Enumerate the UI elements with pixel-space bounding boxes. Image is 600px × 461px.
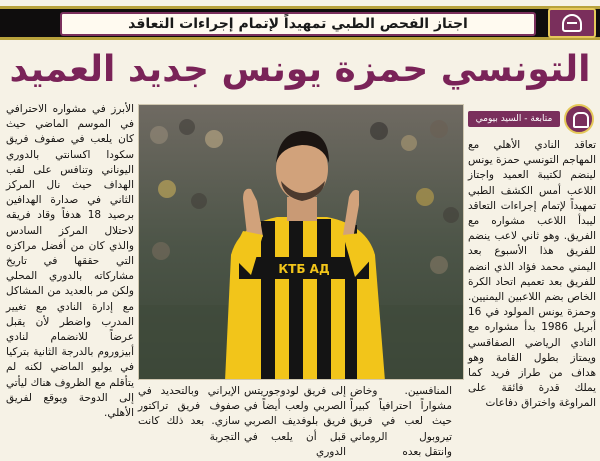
article-column-bottom-2: إلى فريق لودوجوريتس الصربي ولعب أيضاً في فريق بلوفديف الصربي قبل أن يلعب في الدوري xyxy=(244,385,346,458)
article-column-bottom-1: المنافسين. وخاض مشواراً احترافياً كبيراً حيث لعب في فريق تيروبول الروماني وانتقل بعده xyxy=(350,385,452,458)
kicker-subtitle: اجتاز الفحص الطبي تمهيداً لإتمام إجراءات التعاقد xyxy=(60,12,536,36)
newspaper-logo-icon xyxy=(548,8,596,38)
byline-logo-icon xyxy=(564,104,594,134)
byline xyxy=(468,104,594,134)
headline: التونسي حمزة يونس جديد العميد xyxy=(9,49,591,90)
article-column-right: تعاقد النادي الأهلي مع المهاجم التونسي حمزة يونس لينضم لكتيبة العميد واجتاز اللاعب أمس الكشف الطبي تمهيداً لإتمام إجراءات التعاقد ليبدأ اللاعب مشواره مع الفريق. وهو ثاني لاعب ينضم للفريق هذا الأسبوع بعد اليمني محمد فؤاد الذي انضم للفريق بعد تعميم اتحاد الكرة الخاص بضم اللاعبين اليمنيين. وحمزة يونس المولود في 16 أبريل 1986 بدأ مشواره مع النادي الرياضي الصفاقسي ويمتاز بطول القامة وهو هداف من طراز فريد كما يملك قدرة فائقة على المراوغة واختراق دفاعات xyxy=(468,139,596,410)
player-photo-illustration xyxy=(139,105,464,380)
article-column-left: الأبرز في مشواره الاحترافي في الموسم الماضي حيث كان يلعب في صفوف فريق سكودا اكسانتي بالدوري اليوناني وتنافس على لقب الهداف حيث نال المركز الثاني في صدارة الهدافين برصيد 18 هدفاً وقاد فريقه لاحتلال المركز السادس والذي كان من أفضل مراكزه التي حققها في تاريخ مشاركاته بالدوري المحلي ولكن مر بالعديد من المشاكل مع إدارة النادي مع تغيير المدرب واضطر لأن يقبل عرضاً للانضمام لنادي أبيزوروم بالدرجة الثانية بتركيا في يوليو الماضي لكنه لم يتأقلم مع الظروف هناك ليأتي إلى الدوحة ويوقع لفريق الأهلي. xyxy=(6,103,135,420)
byline-label: متابعة - السيد بيومي xyxy=(468,111,560,127)
player-photo xyxy=(138,104,464,380)
article-column-bottom-3: الإيراني وبالتحديد في صفوف فريق تراكتور سازي. بعد ذلك كانت التجربة xyxy=(138,385,240,443)
shirt-sponsor-text: КТБ АД xyxy=(278,262,330,276)
